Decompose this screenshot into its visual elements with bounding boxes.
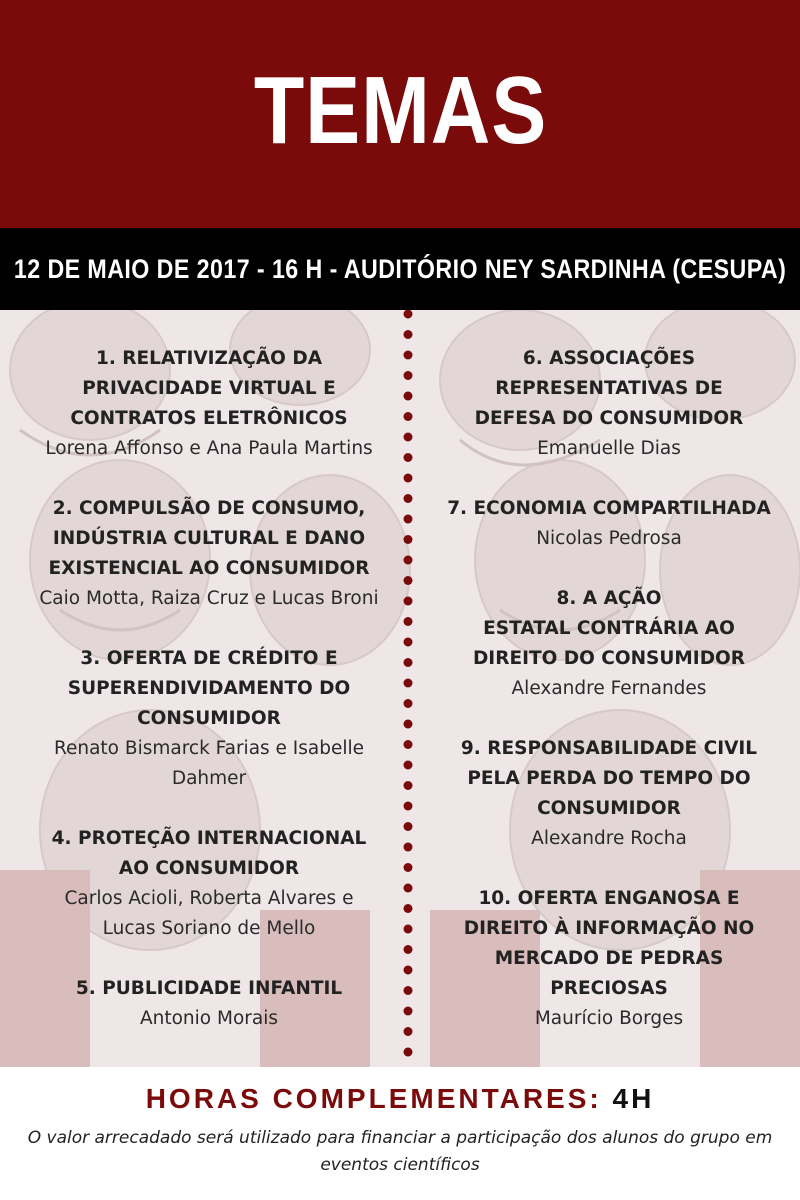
divider-dot bbox=[404, 474, 413, 483]
topic-speakers: Emanuelle Dias bbox=[537, 438, 681, 459]
topic-title: 5. PUBLICIDADE INFANTIL bbox=[75, 978, 343, 999]
topic-speakers: Alexandre Fernandes bbox=[511, 678, 707, 699]
topic-item bbox=[418, 494, 800, 554]
hours-label: HORAS COMPLEMENTARES: bbox=[145, 1083, 602, 1114]
divider-dot bbox=[404, 638, 413, 647]
divider-dot bbox=[404, 371, 413, 380]
topic-item bbox=[418, 344, 800, 464]
divider-dot bbox=[404, 597, 413, 606]
topic-title: 9. RESPONSABILIDADE CIVIL PELA PERDA DO TEMPO DO CONSUMIDOR bbox=[460, 738, 758, 819]
topic-speakers: Maurício Borges bbox=[534, 1008, 684, 1029]
topic-title: 1. RELATIVIZAÇÃO DA PRIVACIDADE VIRTUAL E CONTRATOS ELETRÔNICOS bbox=[70, 348, 348, 429]
divider-dot bbox=[404, 453, 413, 462]
divider-dot bbox=[404, 1027, 413, 1036]
topic-title: 3. OFERTA DE CRÉDITO E SUPERENDIVIDAMENTO DO CONSUMIDOR bbox=[67, 648, 351, 729]
divider-dot bbox=[404, 863, 413, 872]
footer bbox=[0, 1067, 800, 1200]
topics-left-column bbox=[14, 344, 404, 1064]
divider-dot bbox=[404, 556, 413, 565]
topic-title: 7. ECONOMIA COMPARTILHADA bbox=[447, 498, 771, 519]
topic-title: 8. A AÇÃO ESTATAL CONTRÁRIA AO DIREITO DO CONSUMIDOR bbox=[472, 588, 746, 669]
topics-section bbox=[0, 310, 800, 1067]
event-date-line: 12 DE MAIO DE 2017 - 16 H - AUDITÓRIO NEY SARDINHA (CESUPA) bbox=[13, 253, 787, 284]
divider-dot bbox=[404, 720, 413, 729]
topic-speakers: Alexandre Rocha bbox=[531, 828, 687, 849]
funding-note: O valor arrecadado será utilizado para financiar a participação dos alunos do grupo em eventos científicos bbox=[27, 1128, 773, 1175]
divider-dot bbox=[404, 802, 413, 811]
divider-dot bbox=[404, 535, 413, 544]
divider-dot bbox=[404, 925, 413, 934]
divider-dot bbox=[404, 412, 413, 421]
topic-speakers: Carlos Acioli, Roberta Alvares e Lucas Soriano de Mello bbox=[64, 888, 354, 939]
divider-dot bbox=[404, 433, 413, 442]
divider-dot bbox=[404, 494, 413, 503]
topic-item bbox=[418, 734, 800, 854]
divider-dot bbox=[404, 1007, 413, 1016]
topic-speakers: Lorena Affonso e Ana Paula Martins bbox=[45, 438, 373, 459]
header-banner bbox=[0, 0, 800, 228]
topics-right-column bbox=[418, 344, 800, 1064]
topic-title: 2. COMPULSÃO DE CONSUMO, INDÚSTRIA CULTURAL E DANO EXISTENCIAL AO CONSUMIDOR bbox=[48, 498, 370, 579]
topic-title: 6. ASSOCIAÇÕES REPRESENTATIVAS DE DEFESA DO CONSUMIDOR bbox=[474, 348, 744, 429]
divider-dot bbox=[404, 1048, 413, 1057]
topic-item bbox=[14, 644, 404, 794]
page-title: TEMAS bbox=[253, 57, 547, 164]
topic-title: 10. OFERTA ENGANOSA E DIREITO À INFORMAÇÃO NO MERCADO DE PEDRAS PRECIOSAS bbox=[463, 888, 755, 999]
divider-dot bbox=[404, 843, 413, 852]
event-info-bar bbox=[0, 228, 800, 310]
divider-dot bbox=[404, 986, 413, 995]
divider-dot bbox=[404, 617, 413, 626]
topic-speakers: Nicolas Pedrosa bbox=[536, 528, 682, 549]
divider-dot bbox=[404, 515, 413, 524]
topic-speakers: Renato Bismarck Farias e Isabelle Dahmer bbox=[53, 738, 365, 789]
topic-item bbox=[14, 494, 404, 614]
divider-dot bbox=[404, 576, 413, 585]
divider-dot bbox=[404, 699, 413, 708]
topic-item bbox=[14, 824, 404, 944]
topic-speakers: Antonio Morais bbox=[139, 1008, 279, 1029]
divider-dot bbox=[404, 679, 413, 688]
divider-dot bbox=[404, 310, 413, 319]
divider-dot bbox=[404, 966, 413, 975]
divider-dot bbox=[404, 351, 413, 360]
divider-dot bbox=[404, 658, 413, 667]
divider-dot bbox=[404, 884, 413, 893]
topic-title: 4. PROTEÇÃO INTERNACIONAL AO CONSUMIDOR bbox=[51, 828, 367, 879]
divider-dot bbox=[404, 392, 413, 401]
divider-dot bbox=[404, 761, 413, 770]
divider-dot bbox=[404, 945, 413, 954]
hours-value: 4H bbox=[612, 1083, 655, 1114]
divider-dot bbox=[404, 740, 413, 749]
topic-speakers: Caio Motta, Raiza Cruz e Lucas Broni bbox=[39, 588, 379, 609]
divider-dot bbox=[404, 822, 413, 831]
topic-item bbox=[418, 884, 800, 1034]
divider-dot bbox=[404, 330, 413, 339]
divider-dot bbox=[404, 781, 413, 790]
topic-item bbox=[14, 974, 404, 1034]
topic-item bbox=[14, 344, 404, 464]
topic-item bbox=[418, 584, 800, 704]
divider-dot bbox=[404, 904, 413, 913]
complementary-hours bbox=[0, 1083, 800, 1115]
